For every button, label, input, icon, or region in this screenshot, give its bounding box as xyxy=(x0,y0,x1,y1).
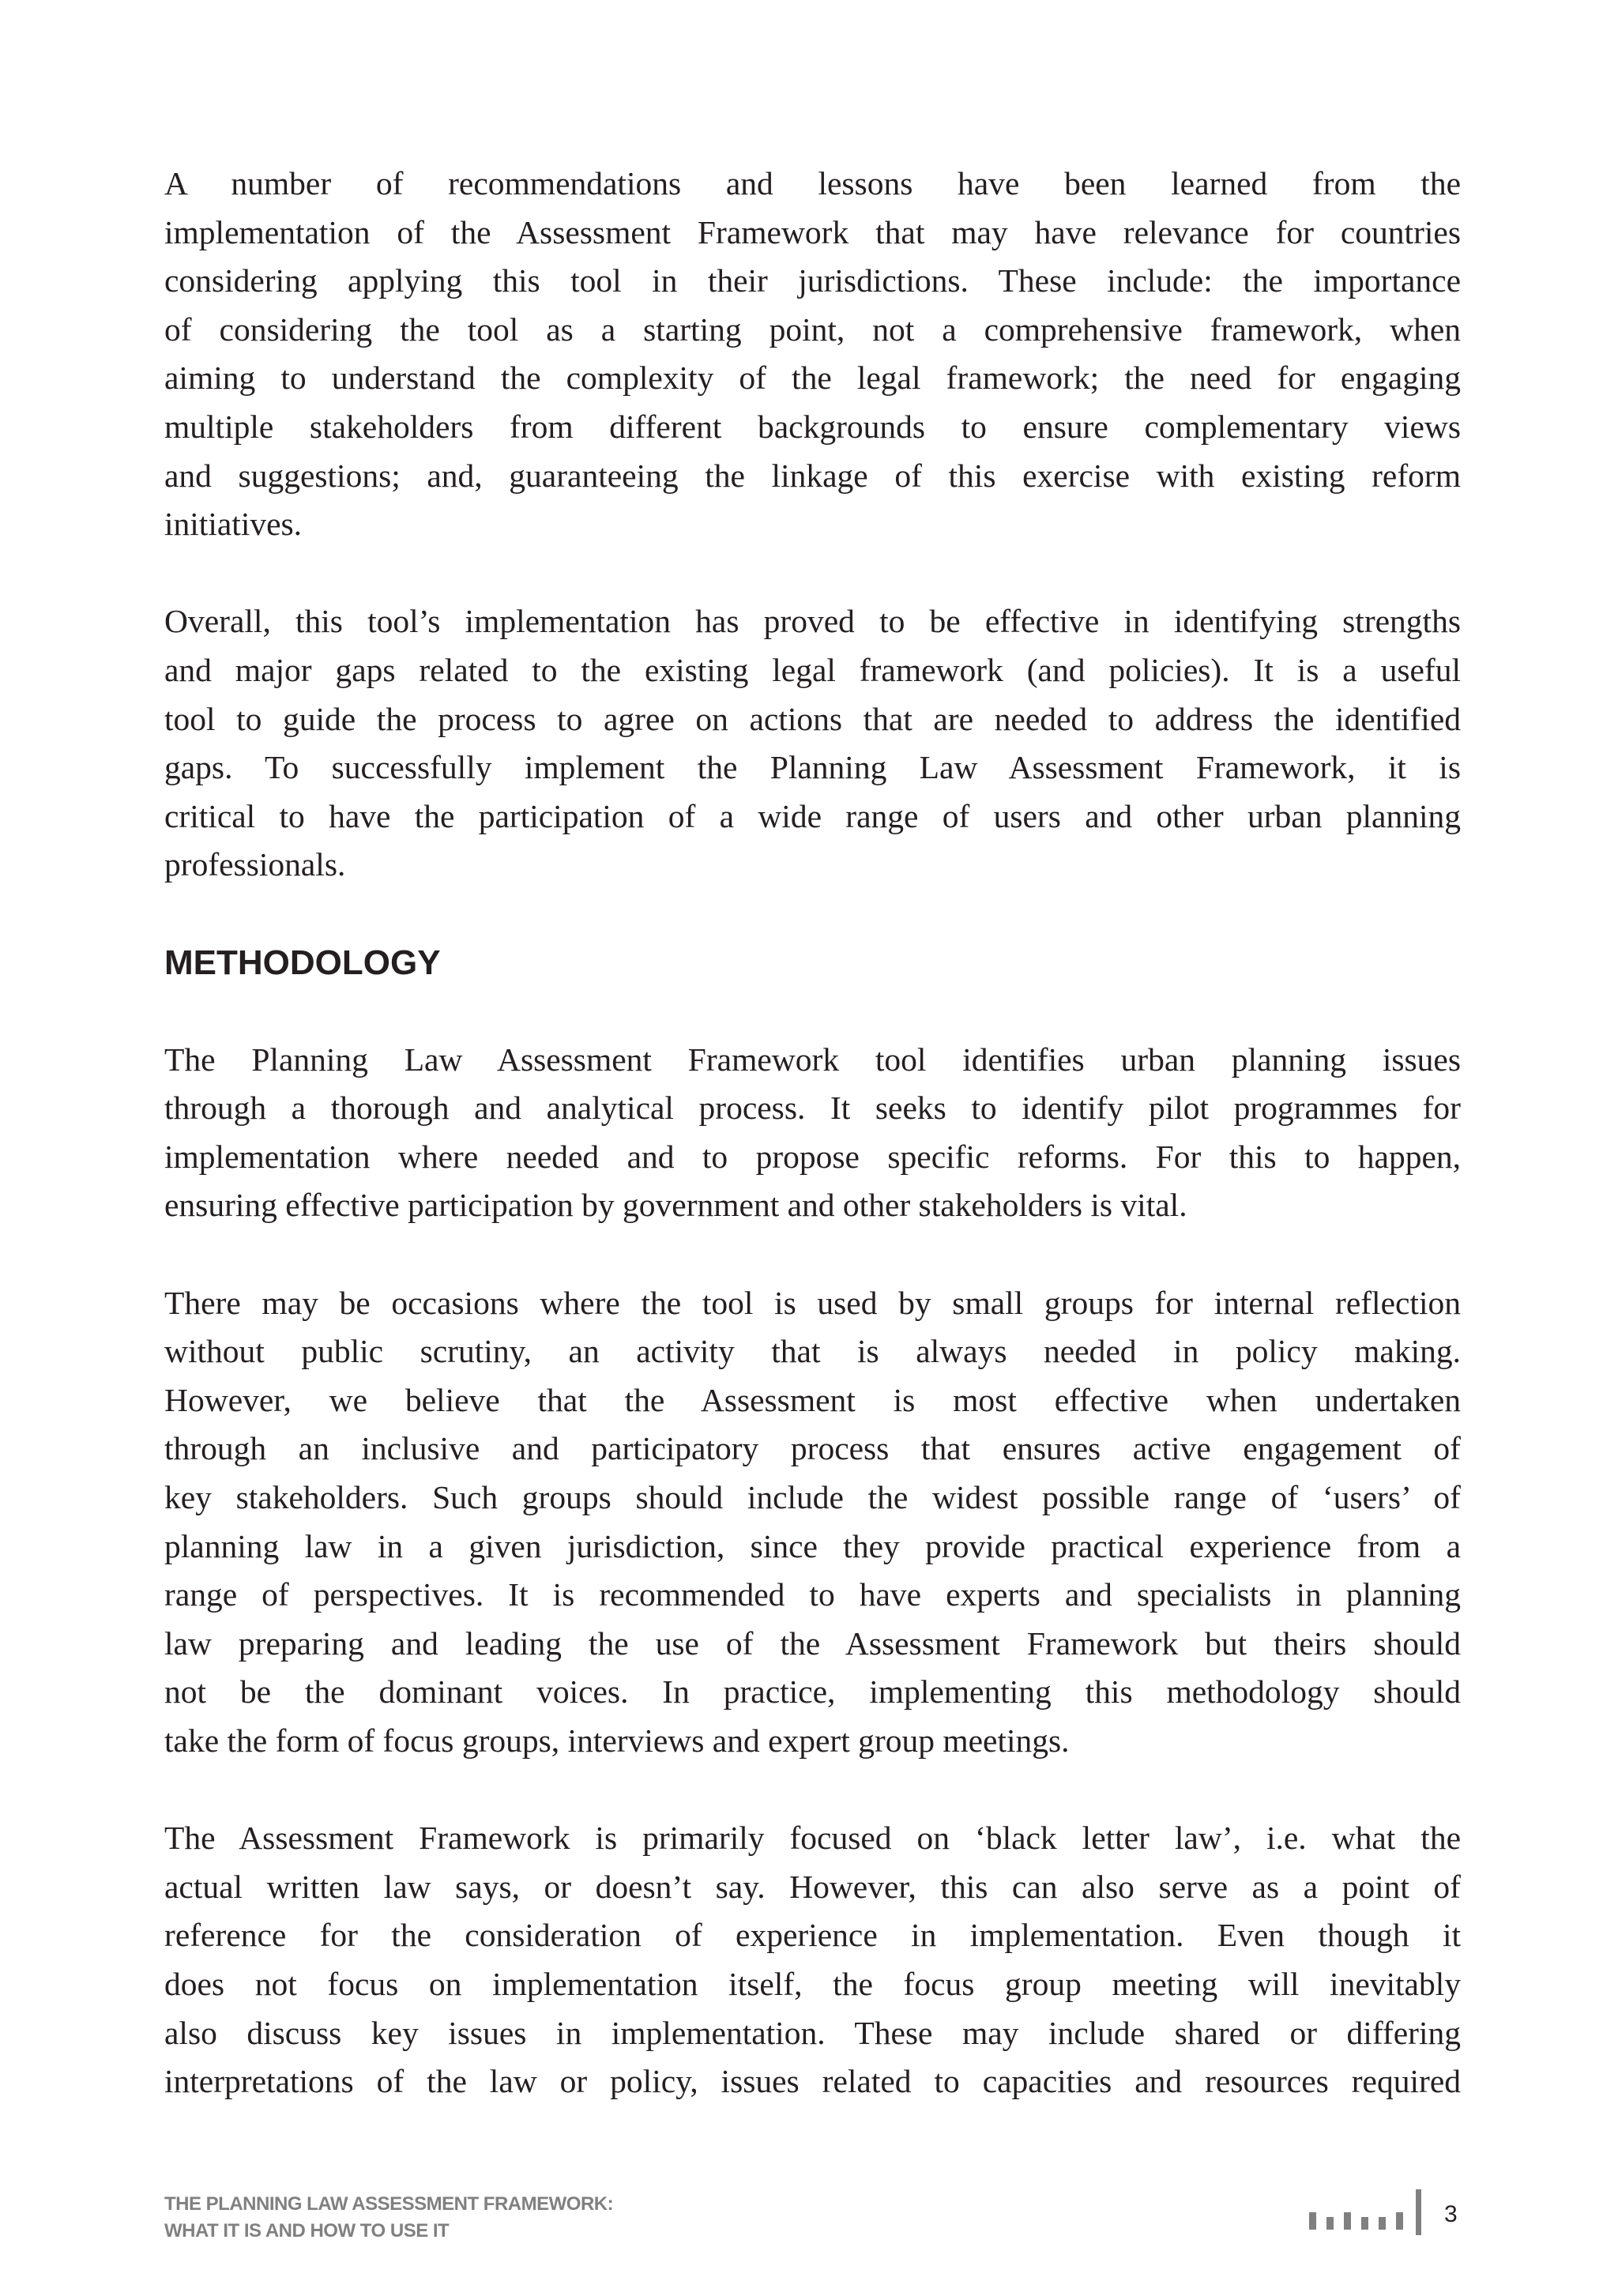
text-line: does not focus on implementation itself, the focus group meeting will inevitably xyxy=(164,1965,1461,2002)
text-line: aiming to understand the complexity of the legal framework; the need for engaging xyxy=(164,359,1461,397)
text-line: considering applying this tool in their jurisdictions. These include: the importance xyxy=(164,262,1461,299)
text-line: reference for the consideration of experience in implementation. Even though it xyxy=(164,1917,1461,1954)
text-line: through a thorough and analytical process. It seeks to identify pilot programmes for xyxy=(164,1090,1461,1127)
text-line: The Planning Law Assessment Framework tool identifies urban planning issues xyxy=(164,1041,1461,1078)
paragraph xyxy=(164,1036,1461,1230)
text-line: tool to guide the process to agree on actions that are needed to address the identified xyxy=(164,700,1461,737)
text-line: gaps. To successfully implement the Planning Law Assessment Framework, it is xyxy=(164,749,1461,786)
bar xyxy=(1309,2212,1316,2230)
bar xyxy=(1396,2212,1403,2230)
text-line: actual written law says, or doesn’t say. However, this can also serve as a point of xyxy=(164,1868,1461,1905)
text-line: and major gaps related to the existing legal framework (and policies). It is a useful xyxy=(164,651,1461,688)
text-line: The Assessment Framework is primarily focused on ‘black letter law’, i.e. what the xyxy=(164,1820,1461,1857)
text-line: There may be occasions where the tool is used by small groups for internal reflection xyxy=(164,1284,1461,1321)
text-line: implementation where needed and to propose specific reforms. For this to happen, xyxy=(164,1138,1461,1175)
paragraph xyxy=(164,597,1461,890)
bar xyxy=(1344,2212,1351,2230)
section-heading: METHODOLOGY xyxy=(164,943,441,982)
text-line: and suggestions; and, guaranteeing the linkage of this exercise with existing reform xyxy=(164,457,1461,494)
text-line: initiatives. xyxy=(164,506,303,543)
footer-divider xyxy=(1416,2189,1421,2235)
page-number: 3 xyxy=(1444,2201,1458,2227)
footer-title-line2: WHAT IT IS AND HOW TO USE IT xyxy=(164,2220,450,2241)
text-line: multiple stakeholders from different backgrounds to ensure complementary views xyxy=(164,408,1461,445)
paragraph xyxy=(164,1279,1461,1766)
bar xyxy=(1361,2217,1368,2230)
footer-title xyxy=(164,2191,613,2245)
text-line: interpretations of the law or policy, issues related to capacities and resources required xyxy=(164,2063,1461,2100)
paragraph xyxy=(164,1814,1461,2106)
text-line: ensuring effective participation by government and other stakeholders is vital. xyxy=(164,1187,1187,1224)
bar xyxy=(1326,2217,1334,2230)
text-line: through an inclusive and participatory process that ensures active engagement of xyxy=(164,1430,1461,1467)
text-line: range of perspectives. It is recommended to have experts and specialists in planning xyxy=(164,1576,1461,1613)
text-line: take the form of focus groups, interviews and expert group meetings. xyxy=(164,1722,1070,1759)
text-line: implementation of the Assessment Framework that may have relevance for countries xyxy=(164,213,1461,250)
text-line: key stakeholders. Such groups should include the widest possible range of ‘users’ of xyxy=(164,1479,1461,1516)
bar-pattern-icon xyxy=(1309,2212,1405,2230)
text-line: also discuss key issues in implementation. These may include shared or differing xyxy=(164,2014,1461,2051)
text-line: A number of recommendations and lessons have been learned from the xyxy=(164,165,1461,201)
footer-title-line1: THE PLANNING LAW ASSESSMENT FRAMEWORK: xyxy=(164,2193,614,2215)
text-line: critical to have the participation of a wide range of users and other urban planning xyxy=(164,797,1461,834)
bar xyxy=(1379,2217,1386,2230)
paragraph xyxy=(164,160,1461,549)
document-body xyxy=(164,160,1461,2155)
text-line: of considering the tool as a starting point, not a comprehensive framework, when xyxy=(164,311,1461,348)
text-line: without public scrutiny, an activity that is always needed in policy making. xyxy=(164,1333,1461,1370)
text-line: Overall, this tool’s implementation has proved to be effective in identifying strengths xyxy=(164,603,1461,640)
text-line: law preparing and leading the use of the Assessment Framework but theirs should xyxy=(164,1624,1461,1662)
text-line: planning law in a given jurisdiction, since they provide practical experience from a xyxy=(164,1527,1461,1564)
text-line: professionals. xyxy=(164,846,346,883)
text-line: However, we believe that the Assessment is most effective when undertaken xyxy=(164,1381,1461,1418)
text-line: not be the dominant voices. In practice, implementing this methodology should xyxy=(164,1673,1461,1711)
